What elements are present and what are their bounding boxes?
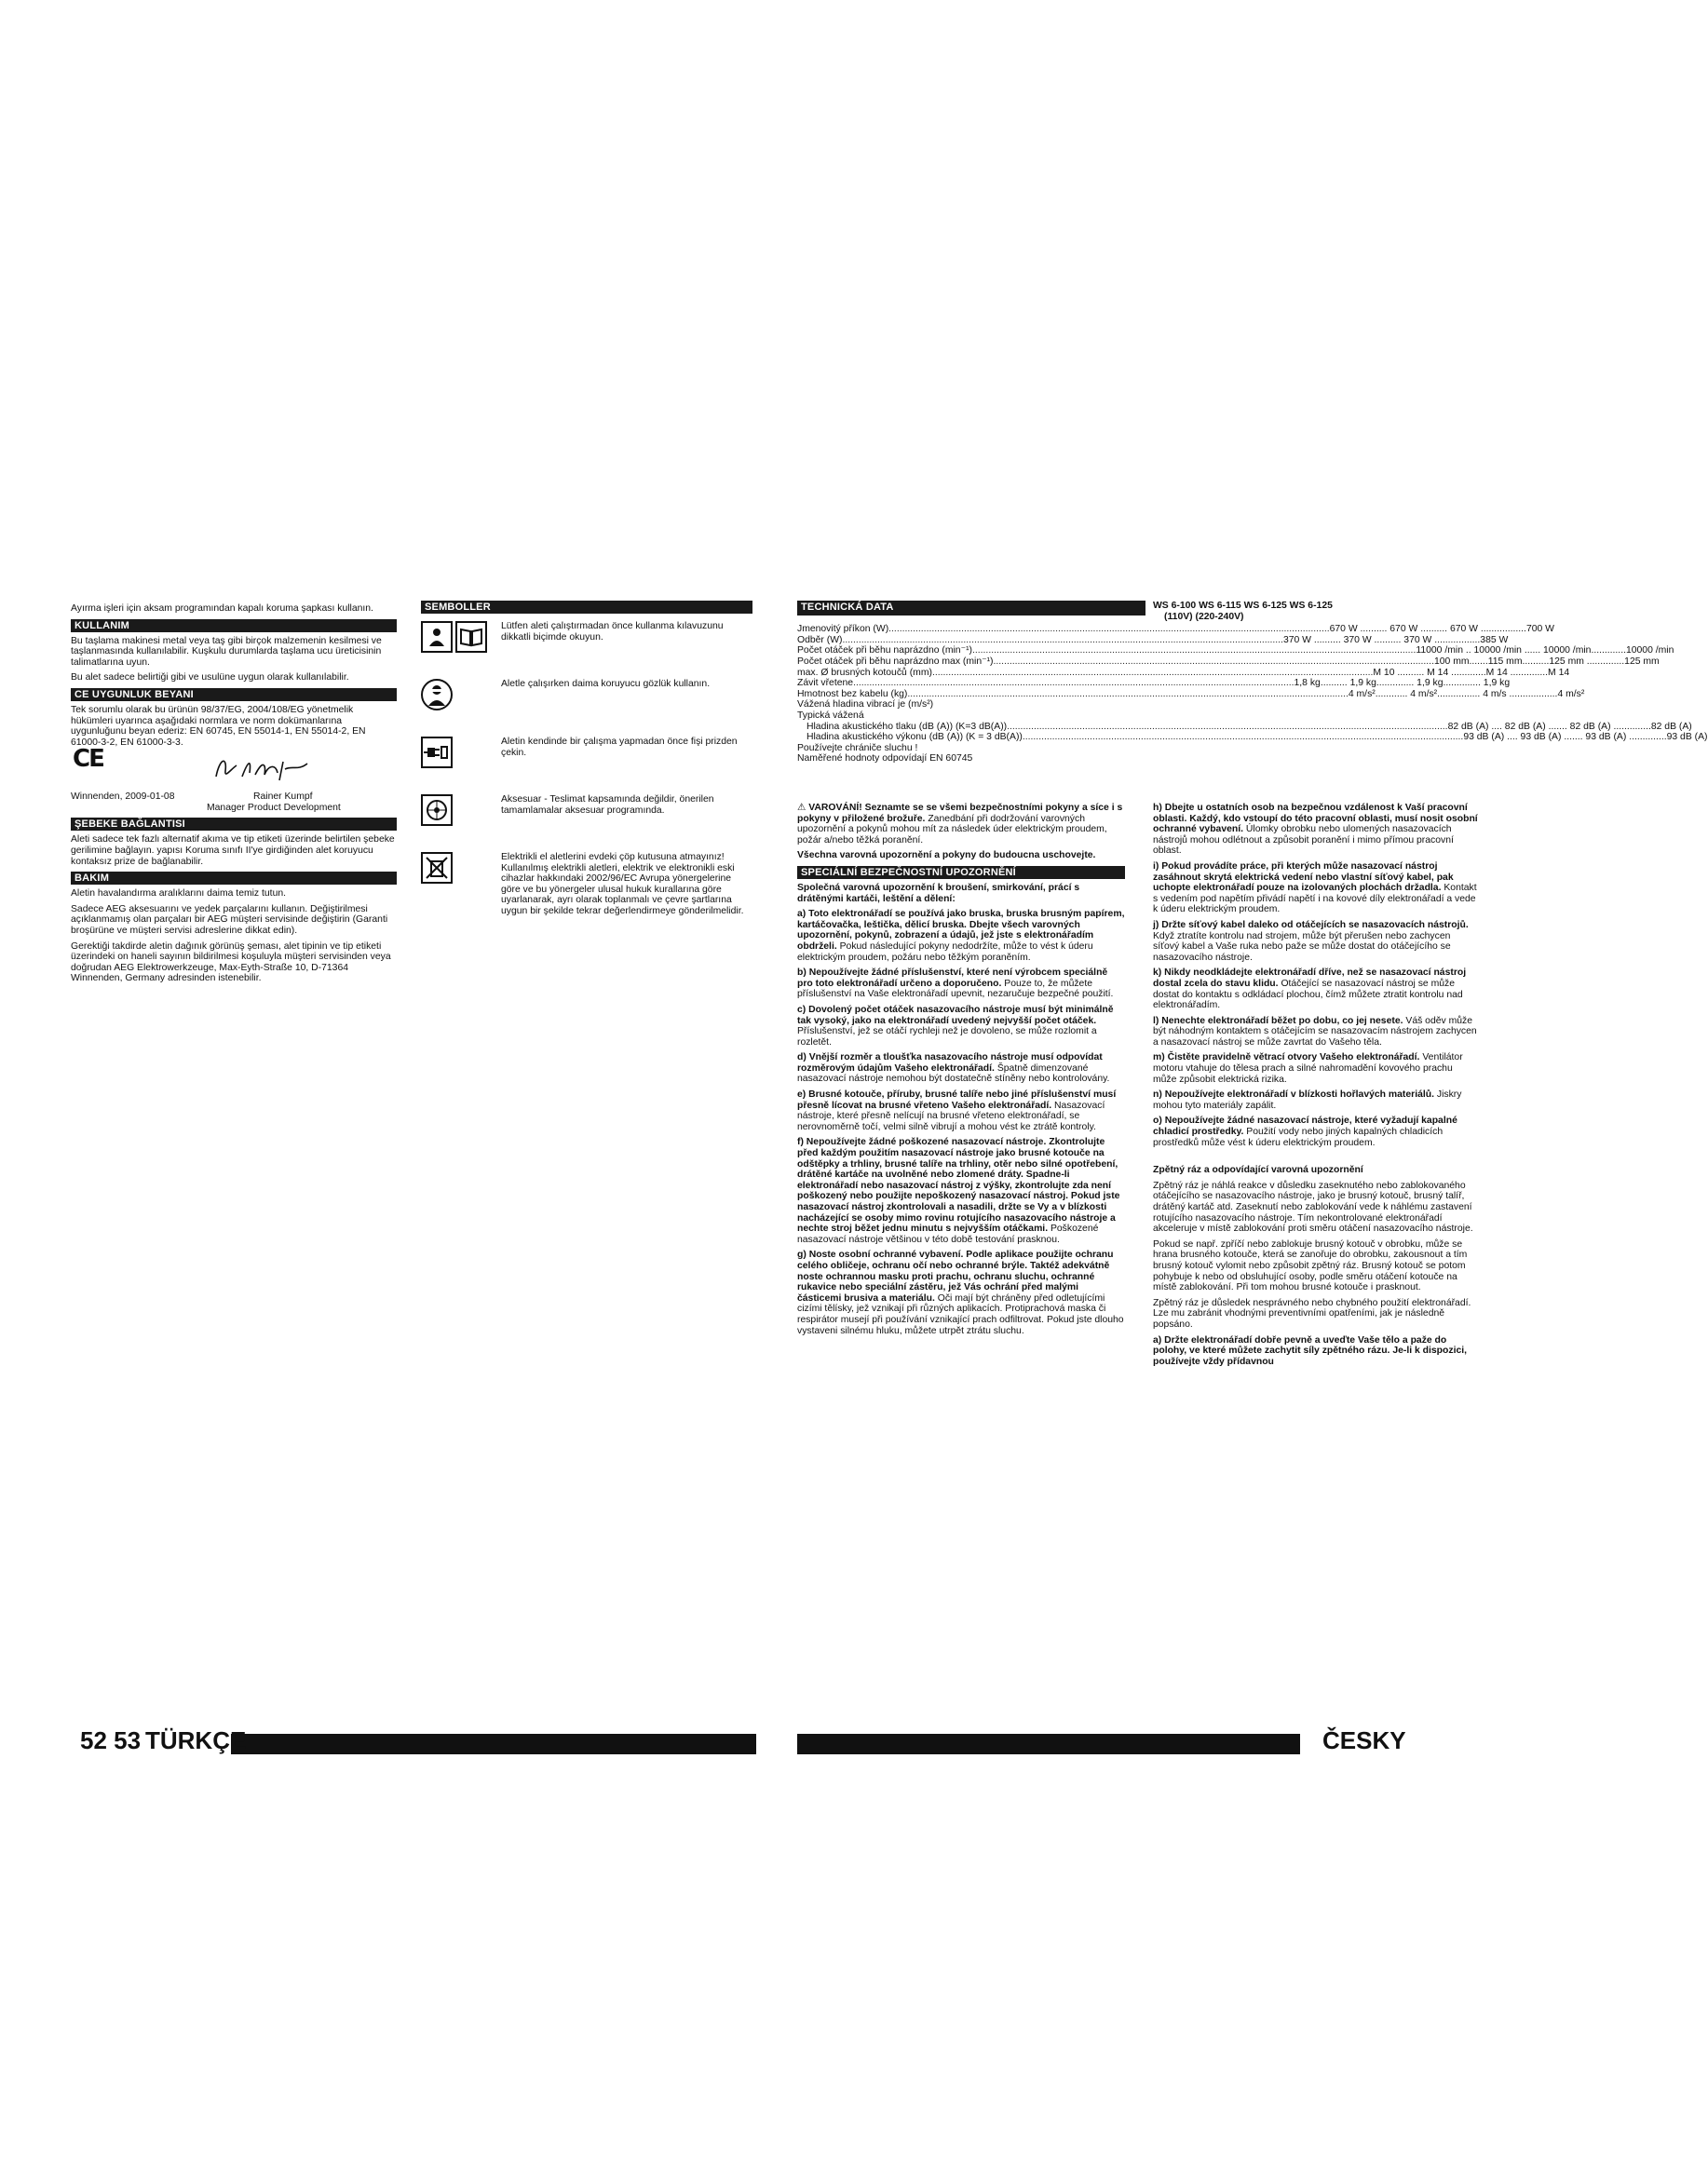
symbol-row-accessory	[421, 794, 752, 826]
kullanim-p2: Bu alet sadece belirtiği gibi ve usulüne uygun olarak kullanılabilir.	[71, 672, 349, 683]
kullanim-heading: KULLANIM	[71, 619, 397, 632]
kickback-item-a: a) Držte elektronářadí dobře pevně a uveďte Vaše tělo a paže do polohy, ve které můžete zachytit síly zpětného rázu. Je-li k dispozici, používejte vždy přídavnou	[1153, 1334, 1468, 1367]
tech-row: Počet otáček při běhu naprázdno max (min⁻¹) .................................................................................................................................................................... 100 mm.......115 mm..........125 mm ..............125 mm	[797, 656, 1660, 667]
item-k: k) Nikdy neodkládejte elektronářadí dříve, než se nasazovací nástroj dostal zcela do stavu klidu. Otáčející se nasazovací nástroj se může dostat do kontaktu s odkládací plochou, čímž můžete ztratit kontrolu nad elektronářadím.	[1153, 967, 1467, 1011]
right-language-label: ČESKY	[1322, 1726, 1406, 1754]
symbol-text-accessory: Aksesuar - Teslimat kapsamında değildir, önerilen tamamlamalar aksesuar programında.	[501, 794, 714, 816]
symbol-row-bin	[421, 852, 752, 917]
item-m: m) Čistěte pravidelně větrací otvory Vašeho elektronářadí. Ventilátor motoru vtahuje do tělesa prach a silné nahromadění kovového prachu může způsobit elektrická rizika.	[1153, 1052, 1463, 1085]
kickback-p2: Pokud se např. zpříčí nebo zablokuje brusný kotouč v obrobku, může se hrana brusného kotouče, která se zanořuje do obrobku, zakousnout a tím brusný kotouč vylomit nebo způsobit zpětný ráz. Brusný kotouč se potom pohybuje k nebo od obsluhující osoby, podle směru otáčení kotouče na místě zablokování. Při tom mohou brusné kotouče i prasknout.	[1153, 1238, 1468, 1293]
kickback-p3: Zpětný ráz je důsledek nesprávného nebo chybného použití elektronářadí. Lze mu zabránit vhodnými preventivními opatřeními, jak je následně popsáno.	[1153, 1297, 1471, 1330]
ce-signature-block	[71, 745, 397, 814]
book-icon	[455, 621, 487, 653]
tech-row: Jmenovitý příkon (W) .................................................................................................................................................................... 670 W .......... 670 W .......... 670 W .................700 W	[797, 624, 1554, 635]
left-column-2	[421, 601, 752, 932]
noise-row: Hladina akustického tlaku (dB (A)) (K=3 dB(A)) .................................................................................................................................................................... 82 dB (A) .... 82 dB (A) ....... 82 dB (A) ..............82 dB (A)	[807, 721, 1692, 732]
semboller-heading: SEMBOLLER	[421, 601, 752, 614]
models-voltage: (110V) (220-240V)	[1164, 611, 1244, 622]
technical-data-heading: TECHNICKÁ DATA	[797, 601, 1145, 616]
item-a: a) Toto elektronářadí se používá jako bruska, bruska brusným papírem, kartáčovačka, leštička, dělicí bruska. Dbejte všech varovných upozornění, pokynů, zobrazení a údajů, jež jste s elektronářadím obdrželi. Pokud následující pokyny nedodržíte, může to vést k úderu elektrickým proudem, požáru nebo těžkým poraněním.	[797, 909, 1125, 963]
left-language-label: TÜRKÇE	[145, 1726, 247, 1754]
models-row: WS 6-100 WS 6-115 WS 6-125 WS 6-125	[1153, 601, 1333, 611]
signer-name: Rainer Kumpf	[253, 791, 313, 803]
place-date: Winnenden, 2009-01-08	[71, 791, 175, 803]
item-b: b) Nepoužívejte žádné příslušenství, které není výrobcem speciálně pro toto elektronářadí určeno a doporučeno. Pouze to, že můžete příslušenství na Vaše elektronářadí upevnit, nezaručuje bezpečné použití.	[797, 967, 1114, 1000]
noise-row: Hladina akustického výkonu (dB (A)) (K = 3 dB(A)) .................................................................................................................................................................... 93 dB (A) .... 93 dB (A) ....... 93 dB (A) ..............93 dB (A)	[807, 732, 1708, 743]
vibration-label: Vážená hladina vibrací je (m/s²)	[797, 699, 934, 710]
ce-heading: CE UYGUNLUK BEYANI	[71, 688, 397, 701]
accessory-disc-icon	[421, 794, 453, 826]
unplug-icon	[421, 737, 453, 768]
page-numbers: 52 53	[80, 1726, 142, 1754]
symbol-row-goggles	[421, 679, 752, 710]
tech-row: Hmotnost bez kabelu (kg) .................................................................................................................................................................... 4 m/s²............ 4 m/s²................ 4 m/s ..................4 m/s²	[797, 688, 1585, 699]
warning-block: ⚠ VAROVÁNÍ! Seznamte se se všemi bezpečnostními pokyny a síce i s pokyny v přiložené brožuře. Zanedbání při dodržování varovných upozornění a pokynů mohou mít za následek úder elektrickým proudem, požár a/nebo těžká poranění.	[797, 803, 1123, 845]
ce-mark: CE	[73, 745, 103, 774]
symbol-text-unplug: Aletin kendinde bir çalışma yapmadan önce fişi prizden çekin.	[501, 737, 738, 758]
item-e: e) Brusné kotouče, příruby, brusné talíře nebo jiné příslušenství musí přesně lícovat na brusné vřeteno Vašeho elektronářadí. Nasazovací nástroje, které přesně nelícují na brusné vřeteno elektronářadí, se nerovnoměrně točí, velmi silně vibrují a mohou vést ke ztrátě kontroly.	[797, 1089, 1117, 1132]
sebeke-heading: ŞEBEKE BAĞLANTISI	[71, 818, 397, 831]
bakim-p3: Gerektiği takdirde aletin dağınık görünüş şeması, alet tipinin ve tip etiketi üzerindeki on haneli sayının bildirilmesi koşuluyla müşteri servisinden veya doğrudan AEG Elektrowerkzeuge, Max-Eyth-Straße 10, D-71364 Winnenden, Germany adresinden istenebilir.	[71, 940, 391, 984]
technical-data-section	[797, 601, 1708, 764]
intro-text: Ayırma işleri için aksam programından kapalı koruma şapkası kullanın.	[71, 603, 373, 614]
goggles-icon	[421, 679, 453, 710]
symbol-row-unplug	[421, 737, 752, 768]
right-footer-bar	[797, 1734, 1300, 1754]
right-column-1	[797, 803, 1125, 1341]
bakim-p2: Sadece AEG aksesuarını ve yedek parçalarını kullanın. Değiştirilmesi açıklanmamış olan parçaları bir AEG müşteri servisinde değiştirin (Garanti broşürüne ve müşteri servisi adreslerine dikkat edin).	[71, 903, 388, 936]
item-d: d) Vnější rozměr a tloušťka nasazovacího nástroje musí odpovídat rozměrovým údajům Vašeho elektronářadí. Špatně dimenzované nasazovací nástroje nemohou být dostatečně stíněny nebo kontrolovány.	[797, 1052, 1110, 1085]
left-footer-bar	[231, 1734, 756, 1754]
common-warnings: Společná varovná upozornění k broušení, smirkování, prácí s drátěnými kartáči, leštění a dělení:	[797, 882, 1080, 904]
kickback-p1: Zpětný ráz je náhlá reakce v důsledku zaseknutého nebo zablokovaného otáčejícího se nasazovacího nástroje, jako je brusný kotouč, brusný talíř, drátěný kartáč atd. Zaseknutí nebo zablokování vede k náhlému zastavení rotujícího nasazovacího nástroje. Tím nekontrolované elektronářadí akceleruje v místě zablokování proti směru otáčení nasazovacího nástroje.	[1153, 1180, 1473, 1235]
special-safety-heading: SPECIÁLNÍ BEZPEČNOSTNÍ UPOZORNĚNÍ	[797, 866, 1125, 879]
bakim-heading: BAKIM	[71, 872, 397, 885]
symbol-text-manual: Lütfen aleti çalıştırmadan önce kullanma kılavuzunu dikkatli biçimde okuyun.	[501, 621, 724, 643]
sebeke-p1: Aleti sadece tek fazlı alternatif akıma ve tip etiketi üzerinde belirtilen şebeke gerilimine bağlayın. yapısı Koruma sınıfı II'ye girdiğinden alet koruyucu kontaksız prize de bağlanabilir.	[71, 834, 395, 867]
ear-protection-note: Používejte chrániče sluchu !	[797, 742, 918, 753]
item-l: l) Nenechte elektronářadí běžet po dobu, co jej nesete. Váš oděv může být náhodným kontaktem s otáčejícím se nasazovacím nástrojem zachycen a nasazovací nástroj se může zavrtat do Vašeho těla.	[1153, 1015, 1477, 1048]
tech-row: Počet otáček při běhu naprázdno (min⁻¹) .................................................................................................................................................................... .11000 /min .. 10000 /min ...... 10000 /min.............10000 /min	[797, 645, 1674, 656]
keep-instructions: Všechna varovná upozornění a pokyny do budoucna uschovejte.	[797, 850, 1096, 861]
tech-row: Závit vřetene .................................................................................................................................................................... 1,8 kg.......... 1,9 kg.............. 1,9 kg.............. 1,9 kg	[797, 678, 1511, 689]
item-h: h) Dbejte u ostatních osob na bezpečnou vzdálenost k Vaší pracovní oblasti. Každý, kdo vstoupí do této pracovní oblasti, musí nosit osobní ochranné vybavení. Úlomky obrobku nebo ulomených nasazovacích nástrojů mohou odlétnout a způsobit poranění i mimo přímou pracovní oblast.	[1153, 803, 1478, 857]
crossed-bin-icon	[421, 852, 453, 884]
tech-row: max. Ø brusných kotoučů (mm) .................................................................................................................................................................... M 10 .......... M 14 .............M 14 ..............M 14	[797, 667, 1570, 678]
symbol-text-bin: Elektrikli el aletlerini evdeki çöp kutusuna atmayınız! Kullanılmış elektrikli aletleri, elektrik ve elektronikli eski cihazlar hakkındaki 2002/96/EC Avrupa yönergelerine göre ve bu yönergeler ulusal hukuk kurallarına göre uyarlanarak, ayrı olarak toplanmalı ve çevre şartlarına uygun bir şekilde tekrar değerlendirmeye gönderilmelidir.	[501, 852, 744, 916]
tech-table	[797, 624, 1708, 764]
kullanim-p1: Bu taşlama makinesi metal veya taş gibi birçok malzemenin kesilmesi ve taşlanmasında kullanılabilir. Kuşkulu durumlarda taşlama ucu üreticisinin talimatlarına uyun.	[71, 635, 382, 668]
signature-image	[210, 752, 313, 786]
item-i: i) Pokud provádíte práce, při kterých může nasazovací nástroj zasáhnout skrytá elektrická vedení nebo vlastní síťový kabel, pak uchopte elektronářadí pouze na izolovaných plochách držadla. Kontakt s vedením pod napětím přivádí napětí i na kovové díly elektronářadí a vede k úderu elektrickým proudem.	[1153, 860, 1477, 915]
ce-p1: Tek sorumlu olarak bu ürünün 98/37/EG, 2004/108/EG yönetmelik hükümleri uyarınca aşağıdaki normlara ve norm dokümanlarına uygunluğunu beyan ederiz: EN 60745, EN 55014-1, EN 55014-2, EN 61000-3-2, EN 61000-3-3.	[71, 704, 366, 748]
left-column-1	[71, 603, 397, 989]
item-n: n) Nepoužívejte elektronářadí v blízkosti hořlavých materiálů. Jiskry mohou tyto materiály zapálit.	[1153, 1089, 1462, 1111]
kickback-heading: Zpětný ráz a odpovídající varovná upozornění	[1153, 1165, 1363, 1176]
symbol-row-manual	[421, 621, 752, 653]
item-f: f) Nepoužívejte žádné poškozené nasazovací nástroje. Zkontrolujte před každým použitím nasazovací nástroje jako brusné kotouče na odštěpky a trhliny, brusné talíře na trhliny, otěr nebo silné opotřebení, drátěné kartáče na uvolněné nebo zlomené dráty. Spadne-li elektronářadí nebo nasazovací nástroj z výšky, zkontrolujte zda není poškozený nebo použijte nepoškozený nasazovací nástroj. Pokud jste nasazovací nástroj zkontrolovali a nasadili, držte se Vy a v blízkosti nacházející se osoby mimo rovinu rotujícího nasazovacího nástroje a nechte stroj běžet jednu minutu s nejvyšším otáčkami. Poškozené nasazovací nástroje většinou v této době testování prasknou.	[797, 1137, 1120, 1245]
item-g: g) Noste osobní ochranné vybavení. Podle aplikace použijte ochranu celého obličeje, ochranu očí nebo ochranné brýle. Taktéž adekvátně noste ochrannou masku proti prachu, ochranu sluchu, ochranné rukavice nebo speciální zástěru, jež Vás ochrání před malými částicemi brusiva a materiálu. Oči mají být chráněny před odletujícími cizími tělísky, jež vznikají při různých aplikacích. Protiprachová maska či respirátor musejí při používání vznikající prach odfiltrovat. Pokud jste dlouho vystaveni silnému hluku, můžete utrpět ztrátu sluchu.	[797, 1250, 1124, 1336]
item-c: c) Dovolený počet otáček nasazovacího nástroje musí být minimálně tak vysoký, jako na elektronářadí uvedený nejvyšší počet otáček. Příslušenství, jež se otáčí rychleji než je dovoleno, se může rozlomit a rozletět.	[797, 1004, 1114, 1048]
bakim-p1: Aletin havalandırma aralıklarını daima temiz tutun.	[71, 888, 287, 900]
item-j: j) Držte síťový kabel daleko od otáčejících se nasazovacích nástrojů. Když ztratíte kontrolu nad strojem, může být přerušen nebo zachycen síťový kabel a Vaše ruka nebo paže se může dostat do otáčejícího se nasazovacího nástroje.	[1153, 919, 1469, 963]
read-manual-icon	[421, 621, 453, 653]
signer-role: Manager Product Development	[207, 803, 341, 814]
item-o: o) Nepoužívejte žádné nasazovací nástroje, které vyžadují kapalné chladicí prostředky. Použití vody nebo jiných kapalných chladicích prostředků může vést k úderu elektrickým proudem.	[1153, 1116, 1457, 1148]
typical-label: Typická vážená	[797, 710, 864, 721]
warning-triangle-icon: ⚠	[797, 803, 807, 813]
right-column-2	[1153, 803, 1479, 1372]
tech-row: Odběr (W) .................................................................................................................................................................... 370 W .......... 370 W .......... 370 W .................385 W	[797, 634, 1509, 645]
symbol-text-goggles: Aletle çalışırken daima koruyucu gözlük kullanın.	[501, 679, 711, 689]
measured-values-note: Naměřené hodnoty odpovídají EN 60745	[797, 753, 973, 764]
